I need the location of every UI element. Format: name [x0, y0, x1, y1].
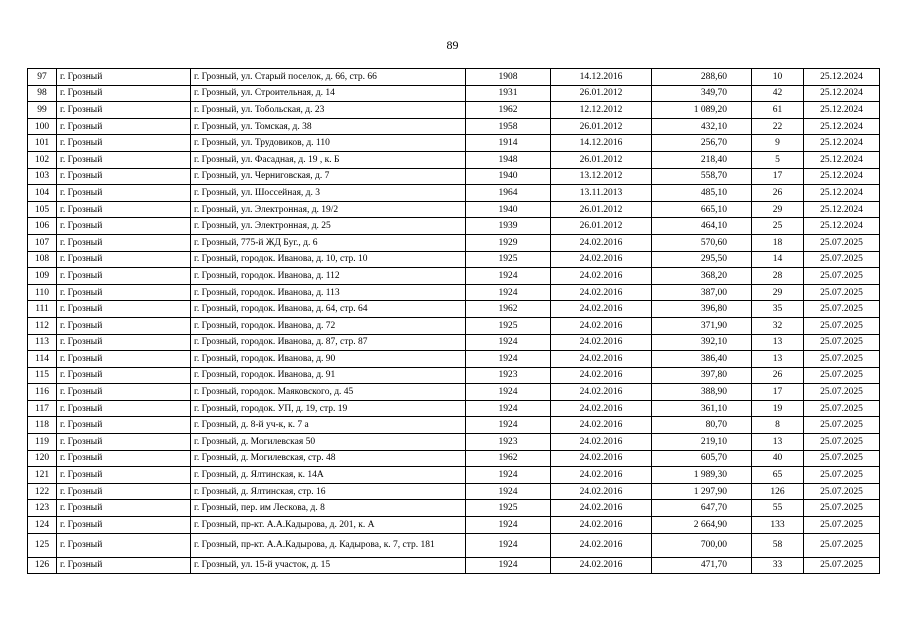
year-built-cell: 1924: [466, 533, 551, 557]
date-cell: 12.12.2012: [551, 102, 652, 119]
row-number: 101: [28, 135, 57, 152]
year-built-cell: 1924: [466, 284, 551, 301]
table-row: [28, 185, 880, 202]
date-cell: 24.02.2016: [551, 334, 652, 351]
table-row: [28, 483, 880, 500]
address-cell: г. Грозный, ул. Электронная, д. 19/2: [191, 201, 466, 218]
row-number: 122: [28, 483, 57, 500]
row-number: 99: [28, 102, 57, 119]
residents-cell: 13: [752, 334, 804, 351]
city-cell: г. Грозный: [57, 218, 191, 235]
residents-cell: 5: [752, 151, 804, 168]
residents-cell: 28: [752, 268, 804, 285]
city-cell: г. Грозный: [57, 367, 191, 384]
city-cell: г. Грозный: [57, 557, 191, 574]
row-number: 124: [28, 517, 57, 534]
deadline-cell: 25.12.2024: [804, 185, 880, 202]
row-number: 123: [28, 500, 57, 517]
row-number: 112: [28, 317, 57, 334]
residents-cell: 10: [752, 69, 804, 86]
address-cell: г. Грозный, городок. Иванова, д. 64, стр. 64: [191, 301, 466, 318]
address-cell: г. Грозный, ул. Черниговская, д. 7: [191, 168, 466, 185]
address-cell: г. Грозный, д. Могилевская, стр. 48: [191, 450, 466, 467]
city-cell: г. Грозный: [57, 301, 191, 318]
year-built-cell: 1931: [466, 85, 551, 102]
address-cell: г. Грозный, д. Могилевская 50: [191, 434, 466, 451]
city-cell: г. Грозный: [57, 483, 191, 500]
row-number: 97: [28, 69, 57, 86]
area-cell: 256,70: [652, 135, 752, 152]
row-number: 117: [28, 400, 57, 417]
residents-cell: 55: [752, 500, 804, 517]
address-cell: г. Грозный, ул. Шоссейная, д. 3: [191, 185, 466, 202]
row-number: 102: [28, 151, 57, 168]
deadline-cell: 25.12.2024: [804, 85, 880, 102]
date-cell: 26.01.2012: [551, 201, 652, 218]
area-cell: 218,40: [652, 151, 752, 168]
city-cell: г. Грозный: [57, 69, 191, 86]
residents-cell: 133: [752, 517, 804, 534]
year-built-cell: 1925: [466, 251, 551, 268]
area-cell: 295,50: [652, 251, 752, 268]
deadline-cell: 25.12.2024: [804, 69, 880, 86]
table-row: [28, 367, 880, 384]
table-row: [28, 284, 880, 301]
address-cell: г. Грозный, пер. им Лескова, д. 8: [191, 500, 466, 517]
area-cell: 605,70: [652, 450, 752, 467]
area-cell: 361,10: [652, 400, 752, 417]
date-cell: 24.02.2016: [551, 384, 652, 401]
table-row: [28, 417, 880, 434]
city-cell: г. Грозный: [57, 533, 191, 557]
address-cell: г. Грозный, ул. Строительная, д. 14: [191, 85, 466, 102]
table-row: [28, 533, 880, 557]
residents-cell: 126: [752, 483, 804, 500]
area-cell: 288,60: [652, 69, 752, 86]
date-cell: 24.02.2016: [551, 500, 652, 517]
deadline-cell: 25.12.2024: [804, 135, 880, 152]
area-cell: 219,10: [652, 434, 752, 451]
housing-table: [27, 68, 880, 574]
page-number: 89: [446, 38, 459, 52]
city-cell: г. Грозный: [57, 268, 191, 285]
date-cell: 26.01.2012: [551, 118, 652, 135]
address-cell: г. Грозный, городок. Иванова, д. 10, стр. 10: [191, 251, 466, 268]
year-built-cell: 1940: [466, 168, 551, 185]
date-cell: 14.12.2016: [551, 69, 652, 86]
address-cell: г. Грозный, ул. Электронная, д. 25: [191, 218, 466, 235]
deadline-cell: 25.07.2025: [804, 500, 880, 517]
city-cell: г. Грозный: [57, 384, 191, 401]
year-built-cell: 1924: [466, 557, 551, 574]
table-row: [28, 268, 880, 285]
city-cell: г. Грозный: [57, 417, 191, 434]
address-cell: г. Грозный, пр-кт. А.А.Кадырова, д. 201, к. А: [191, 517, 466, 534]
residents-cell: 40: [752, 450, 804, 467]
deadline-cell: 25.12.2024: [804, 102, 880, 119]
row-number: 98: [28, 85, 57, 102]
table-row: [28, 384, 880, 401]
city-cell: г. Грозный: [57, 450, 191, 467]
deadline-cell: 25.12.2024: [804, 201, 880, 218]
year-built-cell: 1908: [466, 69, 551, 86]
row-number: 111: [28, 301, 57, 318]
address-cell: г. Грозный, ул. Фасадная, д. 19 , к. Б: [191, 151, 466, 168]
date-cell: 24.02.2016: [551, 517, 652, 534]
area-cell: 432,10: [652, 118, 752, 135]
table-row: [28, 351, 880, 368]
area-cell: 464,10: [652, 218, 752, 235]
city-cell: г. Грозный: [57, 400, 191, 417]
year-built-cell: 1964: [466, 185, 551, 202]
table-row: [28, 85, 880, 102]
residents-cell: 8: [752, 417, 804, 434]
year-built-cell: 1958: [466, 118, 551, 135]
row-number: 118: [28, 417, 57, 434]
year-built-cell: 1925: [466, 500, 551, 517]
residents-cell: 58: [752, 533, 804, 557]
residents-cell: 9: [752, 135, 804, 152]
row-number: 125: [28, 533, 57, 557]
city-cell: г. Грозный: [57, 151, 191, 168]
area-cell: 2 664,90: [652, 517, 752, 534]
address-cell: г. Грозный, городок. Маяковского, д. 45: [191, 384, 466, 401]
address-cell: г. Грозный, ул. Трудовиков, д. 110: [191, 135, 466, 152]
date-cell: 26.01.2012: [551, 85, 652, 102]
area-cell: 1 297,90: [652, 483, 752, 500]
row-number: 103: [28, 168, 57, 185]
deadline-cell: 25.07.2025: [804, 334, 880, 351]
table-row: [28, 218, 880, 235]
table-row: [28, 118, 880, 135]
table-row: [28, 500, 880, 517]
deadline-cell: 25.07.2025: [804, 400, 880, 417]
year-built-cell: 1925: [466, 317, 551, 334]
address-cell: г. Грозный, городок. Иванова, д. 90: [191, 351, 466, 368]
row-number: 108: [28, 251, 57, 268]
residents-cell: 18: [752, 234, 804, 251]
date-cell: 24.02.2016: [551, 557, 652, 574]
table-row: [28, 151, 880, 168]
residents-cell: 25: [752, 218, 804, 235]
residents-cell: 26: [752, 367, 804, 384]
city-cell: г. Грозный: [57, 317, 191, 334]
year-built-cell: 1929: [466, 234, 551, 251]
row-number: 113: [28, 334, 57, 351]
area-cell: 1 989,30: [652, 467, 752, 484]
table-row: [28, 450, 880, 467]
address-cell: г. Грозный, городок. Иванова, д. 91: [191, 367, 466, 384]
address-cell: г. Грозный, городок. Иванова, д. 113: [191, 284, 466, 301]
address-cell: г. Грозный, д. 8-й уч-к, к. 7 а: [191, 417, 466, 434]
address-cell: г. Грозный, городок. УП, д. 19, стр. 19: [191, 400, 466, 417]
residents-cell: 33: [752, 557, 804, 574]
date-cell: 13.12.2012: [551, 168, 652, 185]
city-cell: г. Грозный: [57, 351, 191, 368]
row-number: 107: [28, 234, 57, 251]
date-cell: 24.02.2016: [551, 251, 652, 268]
address-cell: г. Грозный, д. Ялтинская, к. 14А: [191, 467, 466, 484]
year-built-cell: 1940: [466, 201, 551, 218]
address-cell: г. Грозный, д. Ялтинская, стр. 16: [191, 483, 466, 500]
deadline-cell: 25.07.2025: [804, 483, 880, 500]
area-cell: 647,70: [652, 500, 752, 517]
address-cell: г. Грозный, пр-кт. А.А.Кадырова, д. Кадырова, к. 7, стр. 181: [191, 533, 466, 557]
deadline-cell: 25.07.2025: [804, 351, 880, 368]
residents-cell: 29: [752, 284, 804, 301]
row-number: 106: [28, 218, 57, 235]
date-cell: 24.02.2016: [551, 533, 652, 557]
area-cell: 387,00: [652, 284, 752, 301]
date-cell: 24.02.2016: [551, 400, 652, 417]
area-cell: 570,60: [652, 234, 752, 251]
date-cell: 24.02.2016: [551, 284, 652, 301]
date-cell: 24.02.2016: [551, 268, 652, 285]
table-row: [28, 317, 880, 334]
address-cell: г. Грозный, городок. Иванова, д. 72: [191, 317, 466, 334]
date-cell: 24.02.2016: [551, 483, 652, 500]
residents-cell: 17: [752, 168, 804, 185]
year-built-cell: 1924: [466, 384, 551, 401]
year-built-cell: 1924: [466, 351, 551, 368]
year-built-cell: 1923: [466, 367, 551, 384]
row-number: 109: [28, 268, 57, 285]
deadline-cell: 25.07.2025: [804, 467, 880, 484]
table-row: [28, 234, 880, 251]
address-cell: г. Грозный, городок. Иванова, д. 87, стр. 87: [191, 334, 466, 351]
year-built-cell: 1924: [466, 483, 551, 500]
year-built-cell: 1924: [466, 268, 551, 285]
table-row: [28, 301, 880, 318]
deadline-cell: 25.07.2025: [804, 450, 880, 467]
deadline-cell: 25.07.2025: [804, 417, 880, 434]
deadline-cell: 25.12.2024: [804, 118, 880, 135]
date-cell: 13.11.2013: [551, 185, 652, 202]
row-number: 105: [28, 201, 57, 218]
address-cell: г. Грозный, ул. Старый поселок, д. 66, стр. 66: [191, 69, 466, 86]
deadline-cell: 25.07.2025: [804, 384, 880, 401]
deadline-cell: 25.07.2025: [804, 234, 880, 251]
address-cell: г. Грозный, ул. Тобольская, д. 23: [191, 102, 466, 119]
date-cell: 24.02.2016: [551, 351, 652, 368]
area-cell: 1 089,20: [652, 102, 752, 119]
table-row: [28, 467, 880, 484]
year-built-cell: 1962: [466, 301, 551, 318]
table-row: [28, 168, 880, 185]
area-cell: 392,10: [652, 334, 752, 351]
city-cell: г. Грозный: [57, 467, 191, 484]
row-number: 100: [28, 118, 57, 135]
city-cell: г. Грозный: [57, 168, 191, 185]
year-built-cell: 1914: [466, 135, 551, 152]
city-cell: г. Грозный: [57, 251, 191, 268]
row-number: 121: [28, 467, 57, 484]
area-cell: 371,90: [652, 317, 752, 334]
area-cell: 700,00: [652, 533, 752, 557]
address-cell: г. Грозный, 775-й ЖД Буг., д. 6: [191, 234, 466, 251]
row-number: 114: [28, 351, 57, 368]
city-cell: г. Грозный: [57, 517, 191, 534]
table-row: [28, 400, 880, 417]
city-cell: г. Грозный: [57, 135, 191, 152]
city-cell: г. Грозный: [57, 284, 191, 301]
date-cell: 24.02.2016: [551, 434, 652, 451]
city-cell: г. Грозный: [57, 102, 191, 119]
table-row: [28, 69, 880, 86]
year-built-cell: 1923: [466, 434, 551, 451]
residents-cell: 19: [752, 400, 804, 417]
area-cell: 368,20: [652, 268, 752, 285]
residents-cell: 14: [752, 251, 804, 268]
year-built-cell: 1939: [466, 218, 551, 235]
year-built-cell: 1962: [466, 102, 551, 119]
deadline-cell: 25.07.2025: [804, 517, 880, 534]
city-cell: г. Грозный: [57, 118, 191, 135]
year-built-cell: 1924: [466, 417, 551, 434]
area-cell: 396,80: [652, 301, 752, 318]
deadline-cell: 25.07.2025: [804, 251, 880, 268]
area-cell: 665,10: [652, 201, 752, 218]
date-cell: 26.01.2012: [551, 151, 652, 168]
city-cell: г. Грозный: [57, 201, 191, 218]
deadline-cell: 25.12.2024: [804, 168, 880, 185]
address-cell: г. Грозный, городок. Иванова, д. 112: [191, 268, 466, 285]
city-cell: г. Грозный: [57, 500, 191, 517]
year-built-cell: 1924: [466, 517, 551, 534]
date-cell: 24.02.2016: [551, 417, 652, 434]
row-number: 126: [28, 557, 57, 574]
deadline-cell: 25.12.2024: [804, 151, 880, 168]
residents-cell: 17: [752, 384, 804, 401]
address-cell: г. Грозный, ул. 15-й участок, д. 15: [191, 557, 466, 574]
deadline-cell: 25.07.2025: [804, 434, 880, 451]
area-cell: 485,10: [652, 185, 752, 202]
residents-cell: 13: [752, 351, 804, 368]
residents-cell: 13: [752, 434, 804, 451]
deadline-cell: 25.07.2025: [804, 317, 880, 334]
table-row: [28, 135, 880, 152]
table-row: [28, 517, 880, 534]
table-row: [28, 201, 880, 218]
deadline-cell: 25.07.2025: [804, 557, 880, 574]
row-number: 120: [28, 450, 57, 467]
city-cell: г. Грозный: [57, 334, 191, 351]
table-row: [28, 557, 880, 574]
table-row: [28, 334, 880, 351]
date-cell: 26.01.2012: [551, 218, 652, 235]
date-cell: 24.02.2016: [551, 234, 652, 251]
residents-cell: 35: [752, 301, 804, 318]
deadline-cell: 25.07.2025: [804, 367, 880, 384]
area-cell: 388,90: [652, 384, 752, 401]
area-cell: 397,80: [652, 367, 752, 384]
residents-cell: 42: [752, 85, 804, 102]
date-cell: 24.02.2016: [551, 367, 652, 384]
date-cell: 24.02.2016: [551, 301, 652, 318]
city-cell: г. Грозный: [57, 434, 191, 451]
year-built-cell: 1924: [466, 334, 551, 351]
year-built-cell: 1924: [466, 467, 551, 484]
address-cell: г. Грозный, ул. Томская, д. 38: [191, 118, 466, 135]
residents-cell: 61: [752, 102, 804, 119]
table-row: [28, 434, 880, 451]
area-cell: 558,70: [652, 168, 752, 185]
year-built-cell: 1962: [466, 450, 551, 467]
table-row: [28, 102, 880, 119]
residents-cell: 32: [752, 317, 804, 334]
table-row: [28, 251, 880, 268]
area-cell: 349,70: [652, 85, 752, 102]
city-cell: г. Грозный: [57, 85, 191, 102]
deadline-cell: 25.07.2025: [804, 284, 880, 301]
year-built-cell: 1948: [466, 151, 551, 168]
row-number: 116: [28, 384, 57, 401]
residents-cell: 29: [752, 201, 804, 218]
deadline-cell: 25.07.2025: [804, 533, 880, 557]
row-number: 115: [28, 367, 57, 384]
date-cell: 24.02.2016: [551, 317, 652, 334]
year-built-cell: 1924: [466, 400, 551, 417]
row-number: 110: [28, 284, 57, 301]
row-number: 104: [28, 185, 57, 202]
area-cell: 471,70: [652, 557, 752, 574]
deadline-cell: 25.07.2025: [804, 301, 880, 318]
date-cell: 24.02.2016: [551, 467, 652, 484]
table-body: [28, 69, 880, 574]
date-cell: 14.12.2016: [551, 135, 652, 152]
deadline-cell: 25.12.2024: [804, 218, 880, 235]
residents-cell: 26: [752, 185, 804, 202]
area-cell: 80,70: [652, 417, 752, 434]
date-cell: 24.02.2016: [551, 450, 652, 467]
residents-cell: 65: [752, 467, 804, 484]
area-cell: 386,40: [652, 351, 752, 368]
deadline-cell: 25.07.2025: [804, 268, 880, 285]
city-cell: г. Грозный: [57, 185, 191, 202]
row-number: 119: [28, 434, 57, 451]
residents-cell: 22: [752, 118, 804, 135]
city-cell: г. Грозный: [57, 234, 191, 251]
